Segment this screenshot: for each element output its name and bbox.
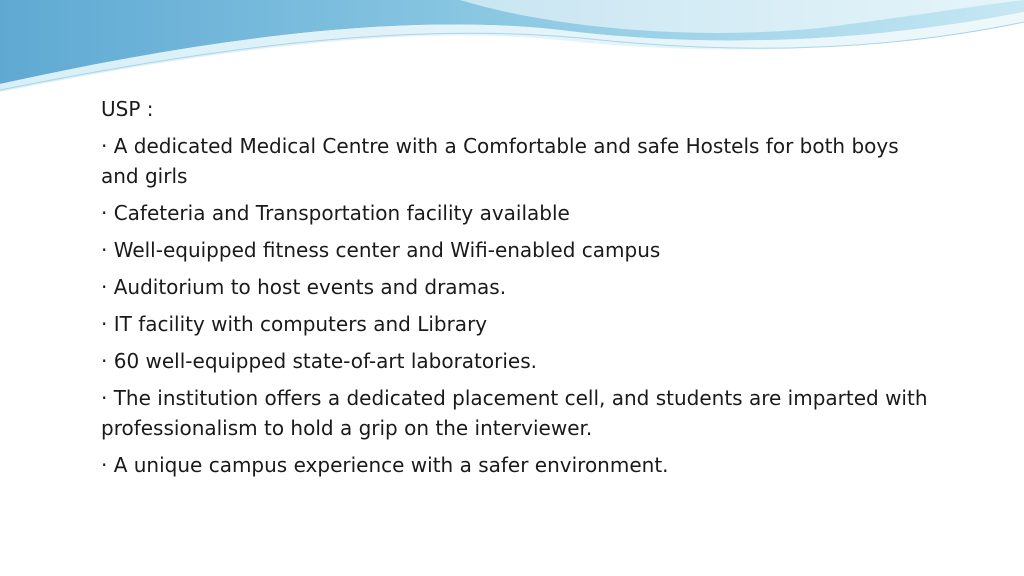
bullet-item: · The institution offers a dedicated placement cell, and students are imparted with professionalism to hold a grip on the interviewer.: [101, 386, 928, 440]
bullet-item: · Auditorium to host events and dramas.: [101, 275, 507, 299]
header-wave-decoration: [0, 0, 1024, 100]
bullet-item: · Cafeteria and Transportation facility available: [101, 201, 570, 225]
bullet-item: · A unique campus experience with a safer environment.: [101, 453, 669, 477]
slide-body: [101, 94, 941, 487]
slide-heading: USP :: [101, 97, 154, 121]
bullet-item: · 60 well-equipped state-of-art laboratories.: [101, 349, 537, 373]
bullet-item: · Well-equipped fitness center and Wifi-enabled campus: [101, 238, 661, 262]
bullet-item: · IT facility with computers and Library: [101, 312, 488, 336]
bullet-item: · A dedicated Medical Centre with a Comfortable and safe Hostels for both boys and girls: [101, 134, 899, 188]
